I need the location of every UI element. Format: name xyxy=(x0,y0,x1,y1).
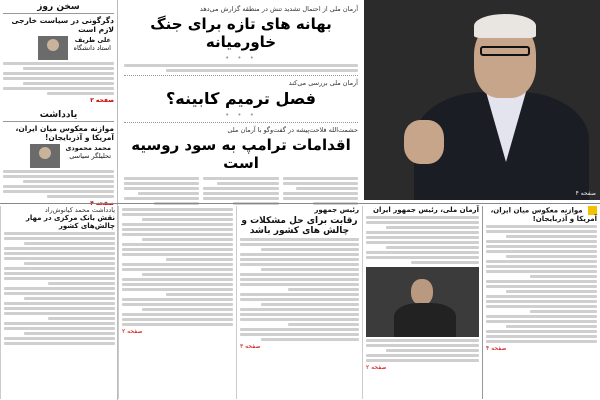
photo-page-ref[interactable]: صفحه ۴ xyxy=(575,190,596,197)
page-ref-badge[interactable]: صفحه ۴ xyxy=(90,200,114,207)
col3-page-ref[interactable]: صفحه ۳ xyxy=(240,343,261,350)
text-line xyxy=(23,67,114,70)
daily-word-title: سخن روز xyxy=(3,2,114,14)
author2-photo xyxy=(30,144,60,168)
author1-photo xyxy=(38,36,68,60)
inset-photo[interactable] xyxy=(366,267,479,337)
text-line xyxy=(3,62,114,65)
bottom-col-3 xyxy=(236,206,362,399)
note-box xyxy=(3,110,114,207)
separator: • • • xyxy=(225,54,257,62)
bullet-icon xyxy=(588,206,597,215)
author2-name: محمد محمودی xyxy=(65,144,111,152)
author2-byline xyxy=(65,144,111,161)
author1-role: استاد دانشگاه xyxy=(73,44,111,53)
bottom-col-4 xyxy=(118,206,236,399)
lead-photo[interactable] xyxy=(364,0,600,200)
col3-kicker: رئیس جمهور xyxy=(314,206,359,214)
headline3-kicker: حشمت‌الله فلاحت‌پیشه در گفت‌وگو با آرمان ملی xyxy=(227,126,358,134)
text-line xyxy=(3,185,114,188)
daily-word-subtitle[interactable]: دگرگونی در سیاست خارجی لازم است xyxy=(11,16,114,34)
page-ref-badge[interactable]: صفحه ۳ xyxy=(90,97,114,104)
text-line xyxy=(124,64,358,67)
headline-cabinet[interactable]: فصل ترمیم کابینه؟ xyxy=(166,89,316,108)
col5-title[interactable]: نقش بانک مرکزی در مهار چالش‌های کشور xyxy=(25,214,115,230)
text-line xyxy=(3,170,114,173)
col2-kicker: آرمان ملی، رئیس جمهور ایران xyxy=(373,206,479,214)
portrait-figure xyxy=(394,10,584,200)
col1-page-ref[interactable]: صفحه ۴ xyxy=(486,345,507,352)
bottom-row xyxy=(0,203,600,400)
text-line xyxy=(166,69,358,72)
headline-middle-east[interactable]: بهانه های تازه برای جنگ خاورمیانه xyxy=(150,15,332,51)
col4-page-ref[interactable]: صفحه ۲ xyxy=(122,328,143,335)
headline1-kicker: آرمان ملی از احتمال تشدید تنش در منطقه گزارش می‌دهد xyxy=(199,5,358,13)
headline-trump-russia[interactable]: اقدامات ترامپ به سود روسیه است xyxy=(131,136,351,172)
col3-title[interactable]: رقابت برای حل مشکلات و چالش های کشور باشد xyxy=(241,216,358,236)
divider xyxy=(124,75,358,76)
daily-word-box xyxy=(3,2,114,104)
note-title: یادداشت xyxy=(3,110,114,122)
author1-byline xyxy=(74,36,111,53)
bottom-col-5 xyxy=(0,206,118,399)
text-line xyxy=(3,175,114,178)
author2-role: تحلیلگر سیاسی xyxy=(69,152,111,161)
author1-name: علی ظریف xyxy=(74,36,111,44)
separator: • • • xyxy=(225,111,257,119)
text-line xyxy=(3,87,114,90)
col1-title[interactable]: موازنه معکوس میان ایران، آمریکا و آذربایجان! xyxy=(490,206,597,223)
glasses-icon xyxy=(480,46,530,56)
text-line xyxy=(47,92,114,95)
text-line xyxy=(3,72,114,75)
headline2-kicker: آرمان ملی بررسی می‌کند xyxy=(288,79,358,87)
bottom-col-1 xyxy=(482,206,600,399)
text-line xyxy=(47,195,114,198)
text-line xyxy=(3,77,114,80)
text-line xyxy=(23,180,114,183)
bottom-col-2 xyxy=(362,206,482,399)
note-subtitle[interactable]: موازنه معکوس میان ایران، آمریکا و آذربایجان! xyxy=(15,124,114,142)
headline-column xyxy=(120,0,362,200)
text-line xyxy=(23,82,114,85)
divider xyxy=(124,122,358,123)
col2-page-ref[interactable]: صفحه ۲ xyxy=(366,364,387,371)
col5-kicker: یادداشت محمد کیانوش‌راد xyxy=(44,206,115,214)
text-line xyxy=(3,190,114,193)
